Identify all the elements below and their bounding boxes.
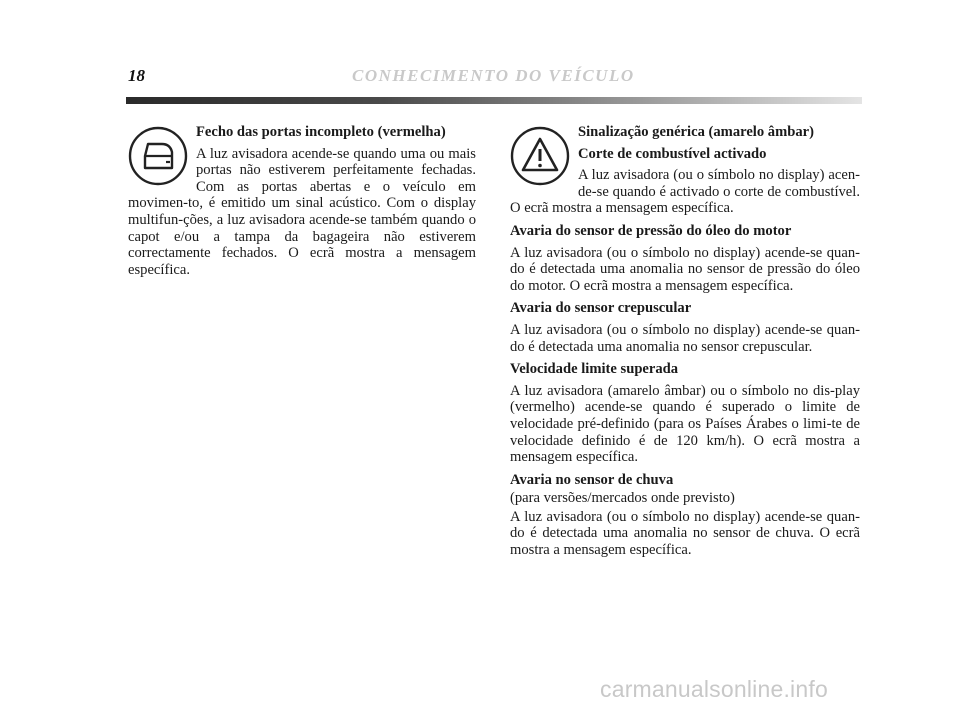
page-header: [0, 0, 960, 110]
rain-sensor-text: A luz avisadora (ou o símbolo no display) acende-se quan-do é detectada uma anomalia no sensor de chuva. O ecrã mostra a mensagem específica.: [510, 508, 860, 559]
door-warning-heading: Fecho das portas incompleto (vermelha): [196, 124, 446, 140]
speed-limit-heading: Velocidade limite superada: [510, 361, 679, 378]
door-open-icon: [128, 126, 188, 186]
rain-sensor-note: (para versões/mercados onde previsto): [510, 490, 735, 507]
oil-pressure-sensor-heading: Avaria do sensor de pressão do óleo do motor: [510, 222, 792, 239]
watermark: carmanualsonline.info: [600, 676, 828, 702]
warning-triangle-icon: [510, 126, 570, 186]
twilight-sensor-text: A luz avisadora (ou o símbolo no display) acende-se quan-do é detectada uma anomalia no sensor crepuscular.: [510, 321, 860, 355]
right-column: [510, 124, 860, 565]
page-number: 18: [128, 66, 145, 85]
header-rule: [126, 97, 862, 104]
oil-pressure-sensor-text: A luz avisadora (ou o símbolo no display) acende-se quan-do é detectada uma anomalia no sensor de pressão do óleo do motor. O ecrã mostra a mensagem específica.: [510, 244, 860, 294]
fuel-cutoff-heading: Corte de combustível activado: [578, 145, 767, 162]
twilight-sensor-heading: Avaria do sensor crepuscular: [510, 300, 692, 317]
speed-limit-text: A luz avisadora (amarelo âmbar) ou o símbolo no dis-play (vermelho) acende-se quando é superado o limite de velocidade pré-definido (para os Países Árabes o limi-te de velocidade definido é de 120 km/h). O ecrã mostra a mensagem específica.: [510, 382, 860, 466]
generic-warning-heading: Sinalização genérica (amarelo âmbar): [578, 124, 815, 140]
left-column: [128, 124, 476, 284]
rain-sensor-heading: Avaria no sensor de chuva: [510, 471, 674, 488]
section-title: CONHECIMENTO DO VEÍCULO: [352, 66, 635, 85]
door-warning-text: A luz avisadora acende-se quando uma ou mais portas não estiverem perfeitamente fechadas. Com as portas abertas e o veículo em movimen-to, é emitido um sinal acústico. Com o display multifun-ções, a luz avisadora acende-se também quando o capot e/ou a tampa da bagageira não estiverem correctamente fechados. O ecrã mostra a mensagem específica.: [128, 145, 476, 278]
fuel-cutoff-text: A luz avisadora (ou o símbolo no display) acen-de-se quando é activado o corte de combustível. O ecrã mostra a mensagem específica.: [510, 167, 860, 217]
